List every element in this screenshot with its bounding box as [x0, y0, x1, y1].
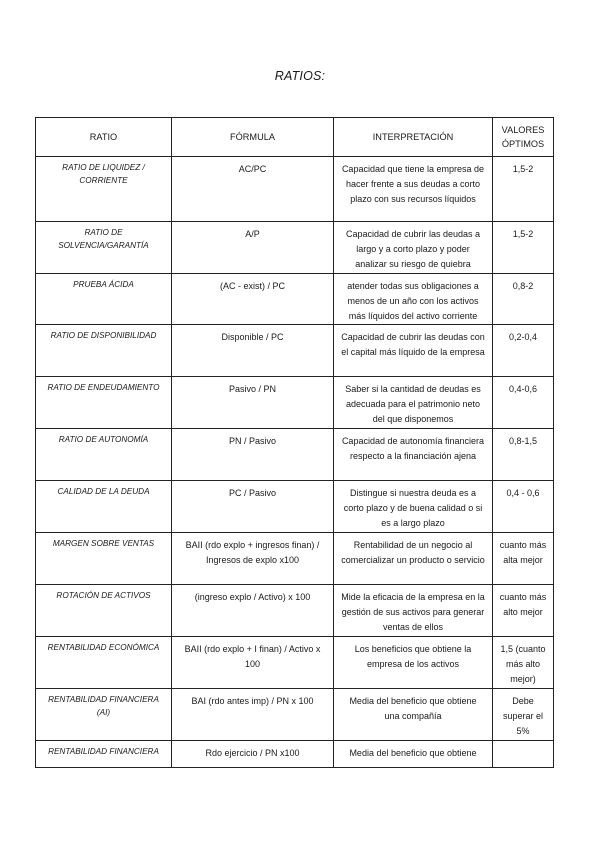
- table-row: [36, 585, 554, 637]
- table-row: [36, 689, 554, 741]
- ratio-interpretation: Distingue si nuestra deuda es a corto plazo y de buena calidad o si es a largo plazo: [334, 481, 493, 533]
- ratio-name: RATIO DE AUTONOMÍA: [36, 429, 172, 481]
- ratio-interpretation: Mide la eficacia de la empresa en la gestión de sus activos para generar ventas de ellos: [334, 585, 493, 637]
- table-row: [36, 157, 554, 222]
- ratio-name: RATIO DE DISPONIBILIDAD: [36, 325, 172, 377]
- ratio-value: 1,5-2: [493, 157, 554, 222]
- ratio-interpretation: Media del beneficio que obtiene: [334, 741, 493, 768]
- ratio-interpretation: Capacidad que tiene la empresa de hacer frente a sus deudas a corto plazo con sus recursos líquidos: [334, 157, 493, 222]
- ratio-name: RENTABILIDAD FINANCIERA (AI): [36, 689, 172, 741]
- ratio-interpretation: atender todas sus obligaciones a menos de un año con los activos más líquidos del activo corriente: [334, 274, 493, 325]
- ratio-interpretation: Capacidad de cubrir las deudas con el capital más líquido de la empresa: [334, 325, 493, 377]
- ratio-formula: Pasivo / PN: [172, 377, 334, 429]
- table-row: [36, 429, 554, 481]
- header-formula: FÓRMULA: [172, 118, 334, 157]
- ratio-name: RENTABILIDAD ECONÓMICA: [36, 637, 172, 689]
- ratio-value: 0,8-2: [493, 274, 554, 325]
- ratio-value: [493, 741, 554, 768]
- table-row: [36, 377, 554, 429]
- ratio-name: RENTABILIDAD FINANCIERA: [36, 741, 172, 768]
- ratio-interpretation: Media del beneficio que obtiene una compañía: [334, 689, 493, 741]
- ratio-formula: AC/PC: [172, 157, 334, 222]
- ratio-name: PRUEBA ÁCIDA: [36, 274, 172, 325]
- table-row: [36, 637, 554, 689]
- ratio-name: CALIDAD DE LA DEUDA: [36, 481, 172, 533]
- ratio-value: 1,5 (cuanto más alto mejor): [493, 637, 554, 689]
- page-title: RATIOS:: [274, 69, 326, 83]
- ratio-name: MARGEN SOBRE VENTAS: [36, 533, 172, 585]
- ratio-formula: (AC - exist) / PC: [172, 274, 334, 325]
- ratio-value: 0,4 - 0,6: [493, 481, 554, 533]
- ratio-interpretation: Capacidad de autonomía financiera respecto a la financiación ajena: [334, 429, 493, 481]
- ratio-formula: Rdo ejercicio / PN x100: [172, 741, 334, 768]
- ratio-value: cuanto más alto mejor: [493, 585, 554, 637]
- ratio-interpretation: Saber si la cantidad de deudas es adecuada para el patrimonio neto del que disponemos: [334, 377, 493, 429]
- ratio-formula: Disponible / PC: [172, 325, 334, 377]
- ratio-interpretation: Rentabilidad de un negocio al comercializar un producto o servicio: [334, 533, 493, 585]
- header-optimal-values: VALORES ÓPTIMOS: [493, 118, 554, 157]
- ratio-value: 0,4-0,6: [493, 377, 554, 429]
- table-row: [36, 533, 554, 585]
- ratio-value: 0,8-1,5: [493, 429, 554, 481]
- table-row: [36, 222, 554, 274]
- ratio-name: RATIO DE LIQUIDEZ / CORRIENTE: [36, 157, 172, 222]
- table-row: [36, 274, 554, 325]
- header-row: [36, 118, 554, 157]
- ratio-interpretation: Capacidad de cubrir las deudas a largo y a corto plazo y poder analizar su riesgo de quiebra: [334, 222, 493, 274]
- ratio-value: cuanto más alta mejor: [493, 533, 554, 585]
- ratio-interpretation: Los beneficios que obtiene la empresa de los activos: [334, 637, 493, 689]
- ratio-formula: PN / Pasivo: [172, 429, 334, 481]
- header-interpretation: INTERPRETACIÓN: [334, 118, 493, 157]
- table-row: [36, 741, 554, 768]
- ratio-formula: BAII (rdo explo + I finan) / Activo x 100: [172, 637, 334, 689]
- ratio-name: RATIO DE ENDEUDAMIENTO: [36, 377, 172, 429]
- header-ratio: RATIO: [36, 118, 172, 157]
- ratio-formula: A/P: [172, 222, 334, 274]
- ratios-table: [35, 117, 554, 768]
- ratio-formula: PC / Pasivo: [172, 481, 334, 533]
- ratio-value: Debe superar el 5%: [493, 689, 554, 741]
- ratio-formula: BAII (rdo explo + ingresos finan) / Ingresos de explo x100: [172, 533, 334, 585]
- ratio-formula: BAI (rdo antes imp) / PN x 100: [172, 689, 334, 741]
- ratio-formula: (ingreso explo / Activo) x 100: [172, 585, 334, 637]
- table-row: [36, 481, 554, 533]
- ratio-value: 1,5-2: [493, 222, 554, 274]
- ratio-name: ROTACIÓN DE ACTIVOS: [36, 585, 172, 637]
- ratio-name: RATIO DE SOLVENCIA/GARANTÍA: [36, 222, 172, 274]
- ratio-value: 0,2-0,4: [493, 325, 554, 377]
- table-row: [36, 325, 554, 377]
